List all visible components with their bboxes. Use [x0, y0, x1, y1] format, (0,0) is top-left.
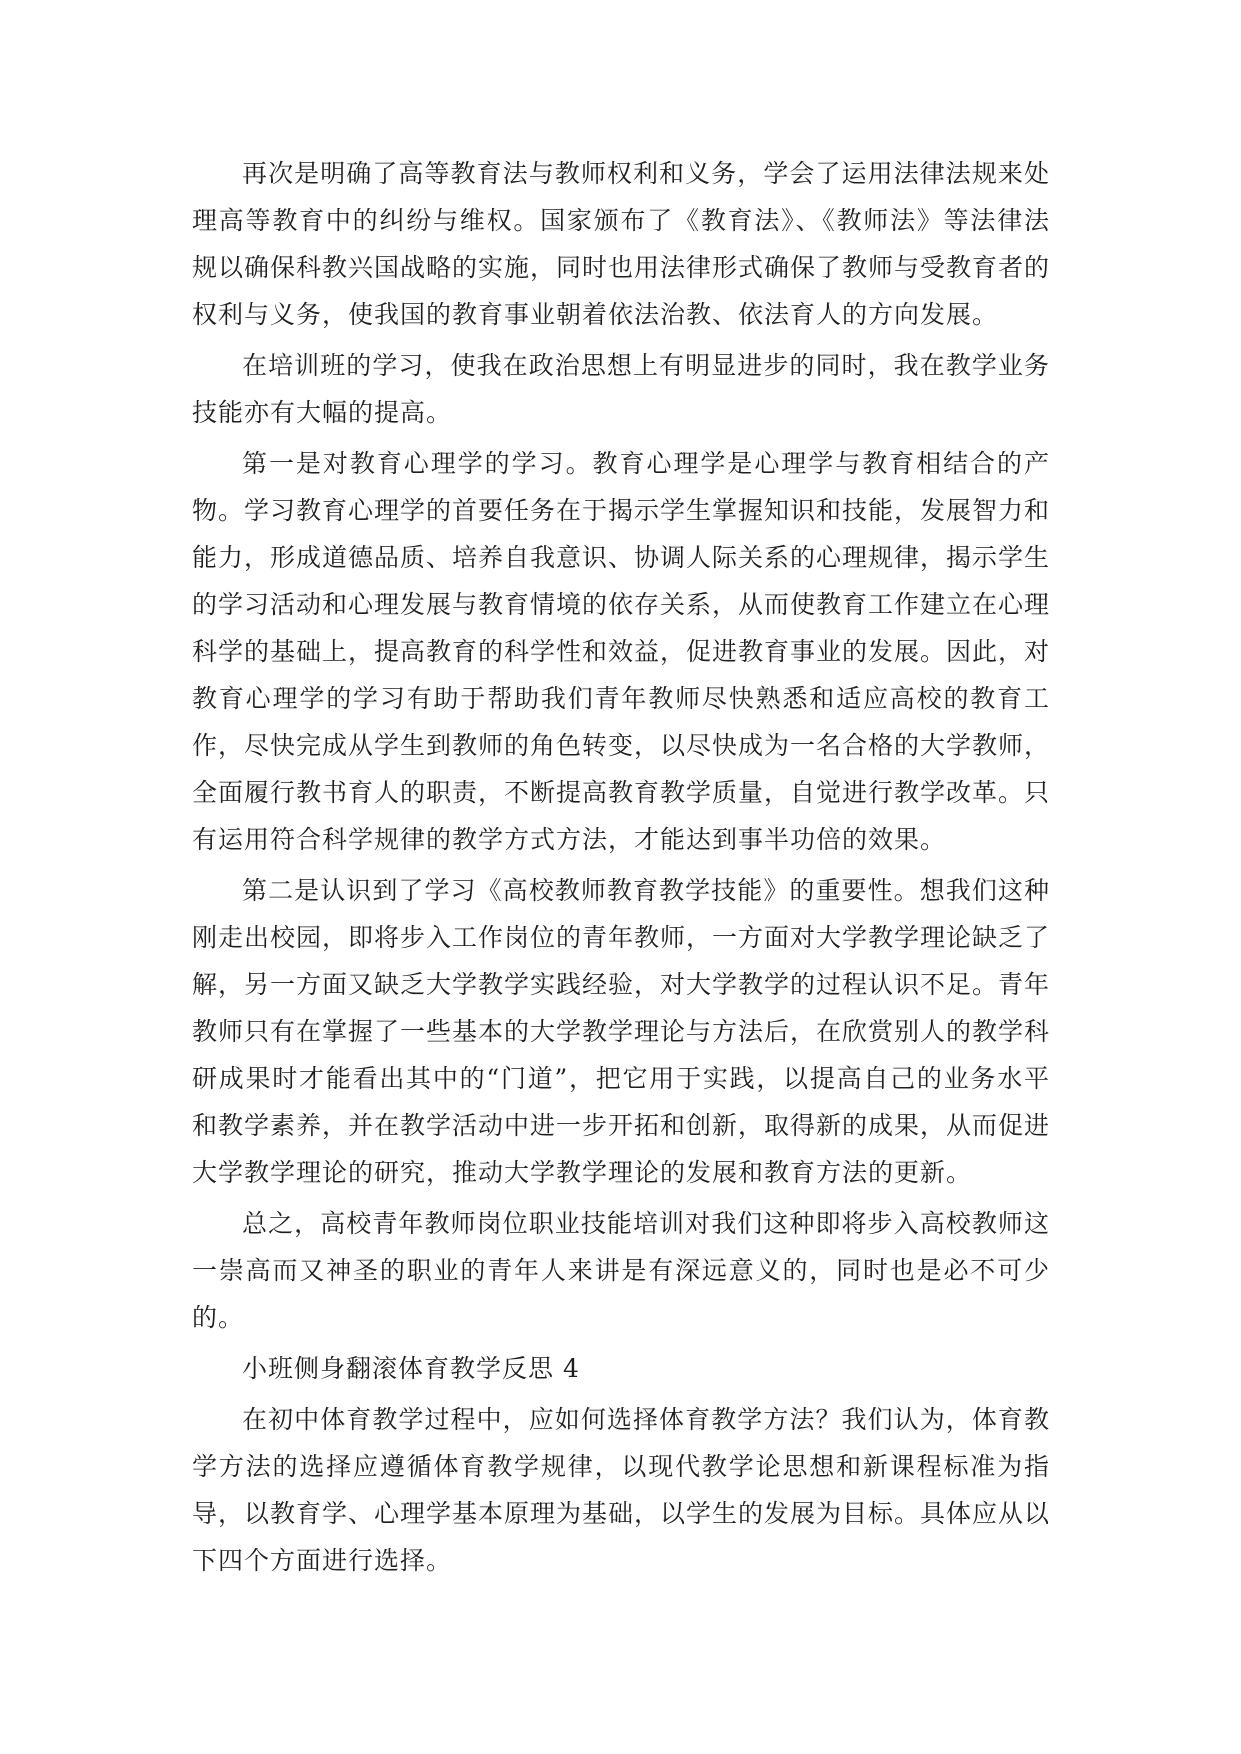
paragraph-pe-methods: 在初中体育教学过程中，应如何选择体育教学方法？我们认为，体育教学方法的选择应遵循体育教学规律，以现代教学论思想和新课程标准为指导，以教育学、心理学基本原理为基础，以学生的发展为目标。具体应从以下四个方面进行选择。 — [192, 1405, 1051, 1575]
document-body — [192, 150, 1050, 1584]
paragraph-conclusion: 总之，高校青年教师岗位职业技能培训对我们这种即将步入高校教师这一崇高而又神圣的职业的青年人来讲是有深远意义的，同时也是必不可少的。 — [192, 1209, 1050, 1332]
paragraph-education-law: 再次是明确了高等教育法与教师权利和义务，学会了运用法律法规来处理高等教育中的纠纷与维权。国家颁布了《教育法》、《教师法》等法律法规以确保科教兴国战略的实施，同时也用法律形式确保了教师与受教育者的权利与义务，使我国的教育事业朝着依法治教、依法育人的方向发展。 — [192, 159, 1051, 329]
section-heading: 小班侧身翻滚体育教学反思 4 — [242, 1354, 580, 1383]
paragraph-educational-psychology: 第一是对教育心理学的学习。教育心理学是心理学与教育相结合的产物。学习教育心理学的首要任务在于揭示学生掌握知识和技能，发展智力和能力，形成道德品质、培养自我意识、协调人际关系的心理规律，揭示学生的学习活动和心理发展与教育情境的依存关系，从而使教育工作建立在心理科学的基础上，提高教育的科学性和效益，促进教育事业的发展。因此，对教育心理学的学习有助于帮助我们青年教师尽快熟悉和适应高校的教育工作，尽快完成从学生到教师的角色转变，以尽快成为一名合格的大学教师，全面履行教书育人的职责，不断提高教育教学质量，自觉进行教学改革。只有运用符合科学规律的教学方式方法，才能达到事半功倍的效果。 — [192, 449, 1051, 854]
paragraph-teaching-skills: 第二是认识到了学习《高校教师教育教学技能》的重要性。想我们这种刚走出校园，即将步入工作岗位的青年教师，一方面对大学教学理论缺乏了解，另一方面又缺乏大学教学实践经验，对大学教学的过程认识不足。青年教师只有在掌握了一些基本的大学教学理论与方法后，在欣赏别人的教学科研成果时才能看出其中的“门道”，把它用于实践，以提高自己的业务水平和教学素养，并在教学活动中进一步开拓和创新，取得新的成果，从而促进大学教学理论的研究，推动大学教学理论的发展和教育方法的更新。 — [192, 876, 1051, 1187]
paragraph-training-progress: 在培训班的学习，使我在政治思想上有明显进步的同时，我在教学业务技能亦有大幅的提高。 — [192, 351, 1050, 427]
